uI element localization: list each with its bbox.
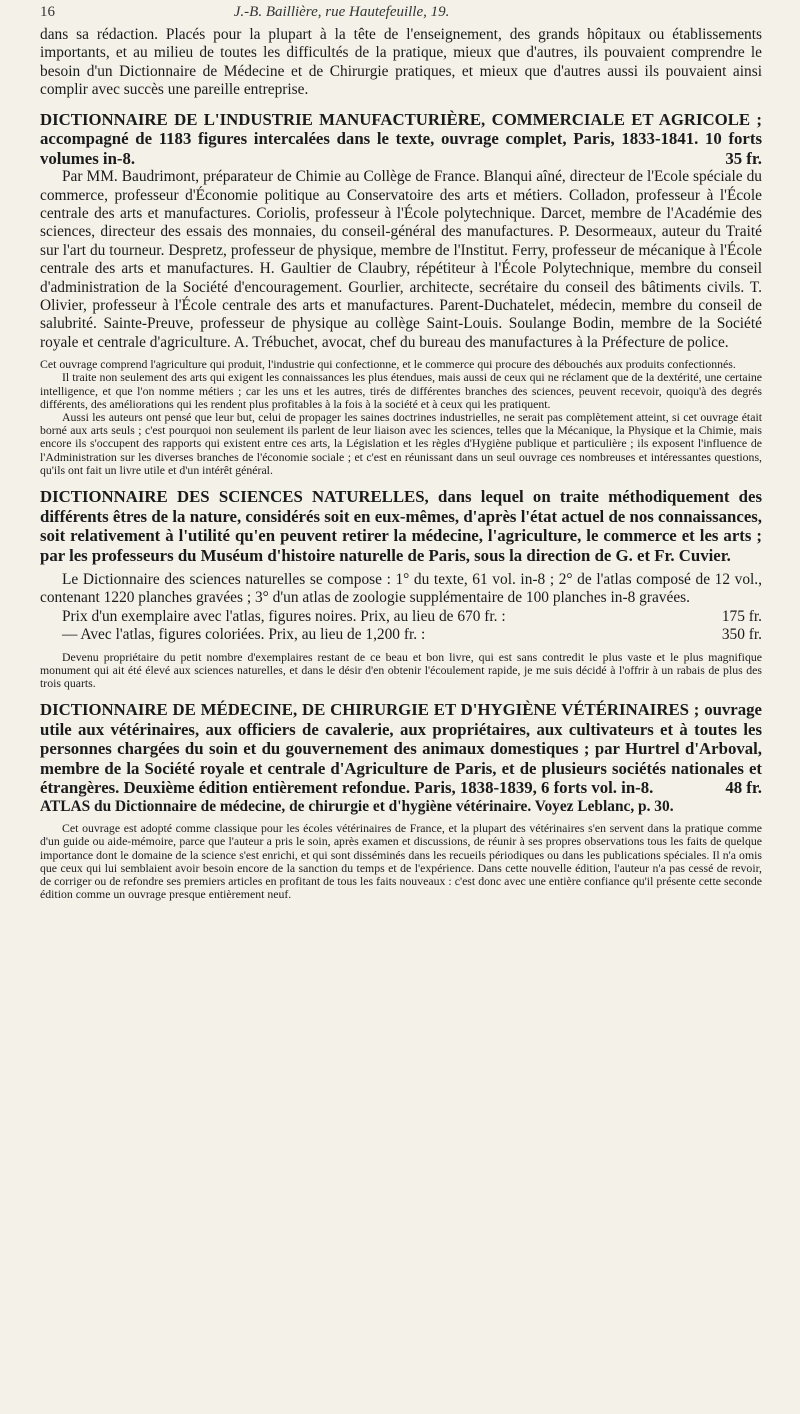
page-number: 16: [40, 4, 55, 20]
entry-title: DICTIONNAIRE DE L'INDUSTRIE MANUFACTURIÈRE, COMMERCIALE ET AGRICOLE ; accompagné de 1183 figures intercalées dans le texte, ouvrage complet, Paris, 1833-1841. 10 forts volumes in-8.: [40, 109, 762, 168]
entry-title: DICTIONNAIRE DE MÉDECINE, DE CHIRURGIE ET D'HYGIÈNE VÉTÉRINAIRES ; ouvrage utile aux vétérinaires, aux officiers de cavalerie, aux propriétaires, aux cultivateurs et à toutes les personnes chargées du soin et du gouvernement des animaux domestiques ; par Hurtrel d'Arboval, membre de la Société royale et centrale d'Agriculture de Paris, et de plusieurs sociétés nationales et étrangères. Deuxième édition entièrement refondue. Paris, 1838-1839, 6 forts vol. in-8.: [40, 700, 762, 798]
running-head: [40, 4, 762, 26]
entry-heading: [40, 487, 762, 565]
running-head-text: J.-B. Baillière, rue Hautefeuille, 19.: [233, 4, 450, 20]
entry-price: 48 fr.: [725, 778, 762, 798]
entry-note: Cet ouvrage est adopté comme classique pour les écoles vétérinaires de France, et la plupart des vétérinaires s'en servent dans la pratique comme d'un guide ou aide-mémoire, parce que l'auteur a pris le soin, après examen et discussions, de réunir à ses propres observations tous les faits de quelque importance dont le domaine de la science s'est enrichi, et qui sont disséminés dans les recueils périodiques ou dans les publications spéciales. Il n'a omis que ceux qui lui semblaient avoir besoin encore de la sanction du temps et de l'expérience. Dans cette nouvelle édition, l'auteur n'a pas cessé de revoir, de corriger ou de refondre ses premiers articles en profitant de tous les faits nouveaux : c'est donc avec une entière confiance qu'il présente cette seconde édition comme un ouvrage presque entièrement neuf.: [40, 821, 762, 902]
price-line: [40, 626, 762, 644]
entry-note: Aussi les auteurs ont pensé que leur but, celui de propager les saines doctrines industrielles, ne serait pas complètement atteint, si cet ouvrage était borné aux arts seuls ; c'est pourquoi non seulement ils parlent de leur liaison avec les sciences, telles que la Mécanique, la Physique et la Chimie, mais encore ils s'occupent des rapports qui existent entre ces arts, la Législation et les règles d'Hygiène publique et particulière ; ils exposent l'influence de l'Administration sur les diverses branches de l'économie sociale ; et c'est en réunissant dans un seul ouvrage ces nombreuses et intéressantes questions, qu'ils ont fait un livre utile et d'un intérêt général.: [40, 410, 762, 477]
price-label: Prix d'un exemplaire avec l'atlas, figures noires. Prix, au lieu de 670 fr. :: [62, 607, 506, 625]
price-line: [40, 608, 762, 626]
entry-note: Cet ouvrage comprend l'agriculture qui produit, l'industrie qui confectionne, et le commerce qui procure des débouchés aux produits confectionnés.: [40, 357, 736, 372]
entry-paragraph: Le Dictionnaire des sciences naturelles se compose : 1° du texte, 61 vol. in-8 ; 2° de l'atlas composé de 12 vol., contenant 1220 planches gravées ; 3° d'un atlas de zoologie supplémentaire de 100 planches in-8 gravées.: [40, 571, 762, 607]
intro-paragraph: dans sa rédaction. Placés pour la plupart à la tête de l'enseignement, des grands hôpitaux ou établissements importants, et au milieu de toutes les difficultés de la pratique, mieux que d'autres, ils pouvaient comprendre le besoin d'un Dictionnaire de Médecine et de Chirurgie pratiques, et mieux que d'autres aussi ils pouvaient ainsi complir avec succès une pareille entreprise.: [40, 26, 762, 99]
price-value: 175 fr.: [721, 607, 762, 625]
entry-title: DICTIONNAIRE DES SCIENCES NATURELLES, dans lequel on traite méthodiquement des différents êtres de la nature, considérés soit en eux-mêmes, d'après l'état actuel de nos connaissances, soit relativement à l'utilité qu'en peuvent retirer la médecine, l'agriculture, le commerce et les arts ; par les professeurs du Muséum d'histoire naturelle de Paris, sous la direction de G. et Fr. Cuvier.: [40, 487, 762, 565]
entry-dictionnaire-industrie: [40, 110, 762, 477]
entry-heading: [40, 110, 762, 169]
entry-authors: Par MM. Baudrimont, préparateur de Chimie au Collège de France. Blanqui aîné, directeur de l'Ecole spéciale du commerce, professeur d'Économie politique au Conservatoire des arts et métiers. Colladon, professeur à l'École centrale des arts et manufactures. Coriolis, professeur à l'École polytechnique. Darcet, membre de l'Académie des sciences, directeur des essais des monnaies, du conseil-général des manufactures. P. Desormeaux, auteur du Traité sur l'art du tourneur. Despretz, professeur de physique, membre de l'Institut. Ferry, professeur de mécanique à l'École centrale des arts et manufactures. H. Gaultier de Claubry, répétiteur à l'École Polytechnique, membre du conseil d'administration de la Société d'encouragement. Gourlier, architecte, secrétaire du conseil des bâtiments civils. T. Olivier, professeur à l'École centrale des arts et manufactures. Parent-Duchatelet, médecin, membre du conseil de salubrité. Sainte-Preuve, professeur de physique au collège Saint-Louis. Soulange Bodin, membre de la Société royale et centrale d'agriculture. A. Trébuchet, avocat, chef du bureau des manufactures à la Préfecture de police.: [40, 168, 762, 351]
price-label: — Avec l'atlas, figures coloriées. Prix, au lieu de 1,200 fr. :: [62, 626, 426, 644]
entry-note: Il traite non seulement des arts qui exigent les connaissances les plus étendues, mais aussi de ceux qui ne réclament que de la dextérité, une certaine intelligence, et que l'on nomme métiers ; car les uns et les autres, tirés de différentes branches des sciences, peuvent recevoir, quoiqu'à des degrés différents, des améliorations qui les rendent plus profitables à la fois à la société et à ceux qui les pratiquent.: [40, 370, 762, 411]
entry-dictionnaire-sciences-naturelles: [40, 487, 762, 690]
price-value: 350 fr.: [721, 626, 762, 644]
entry-dictionnaire-veterinaire: [40, 700, 762, 901]
entry-heading: [40, 700, 762, 798]
entry-paragraph: ATLAS du Dictionnaire de médecine, de chirurgie et d'hygiène vétérinaire. Voyez Leblanc, p. 30.: [40, 797, 674, 815]
entry-note: Devenu propriétaire du petit nombre d'exemplaires restant de ce beau et bon livre, qui est sans contredit le plus vaste et le plus magnifique monument qui ait été élevé aux sciences naturelles, et dans le désir d'en obtenir l'écoulement rapide, je me suis décidé à l'offrir à un rabais de plus des trois quarts.: [40, 649, 762, 691]
entry-price: 35 fr.: [725, 148, 762, 168]
